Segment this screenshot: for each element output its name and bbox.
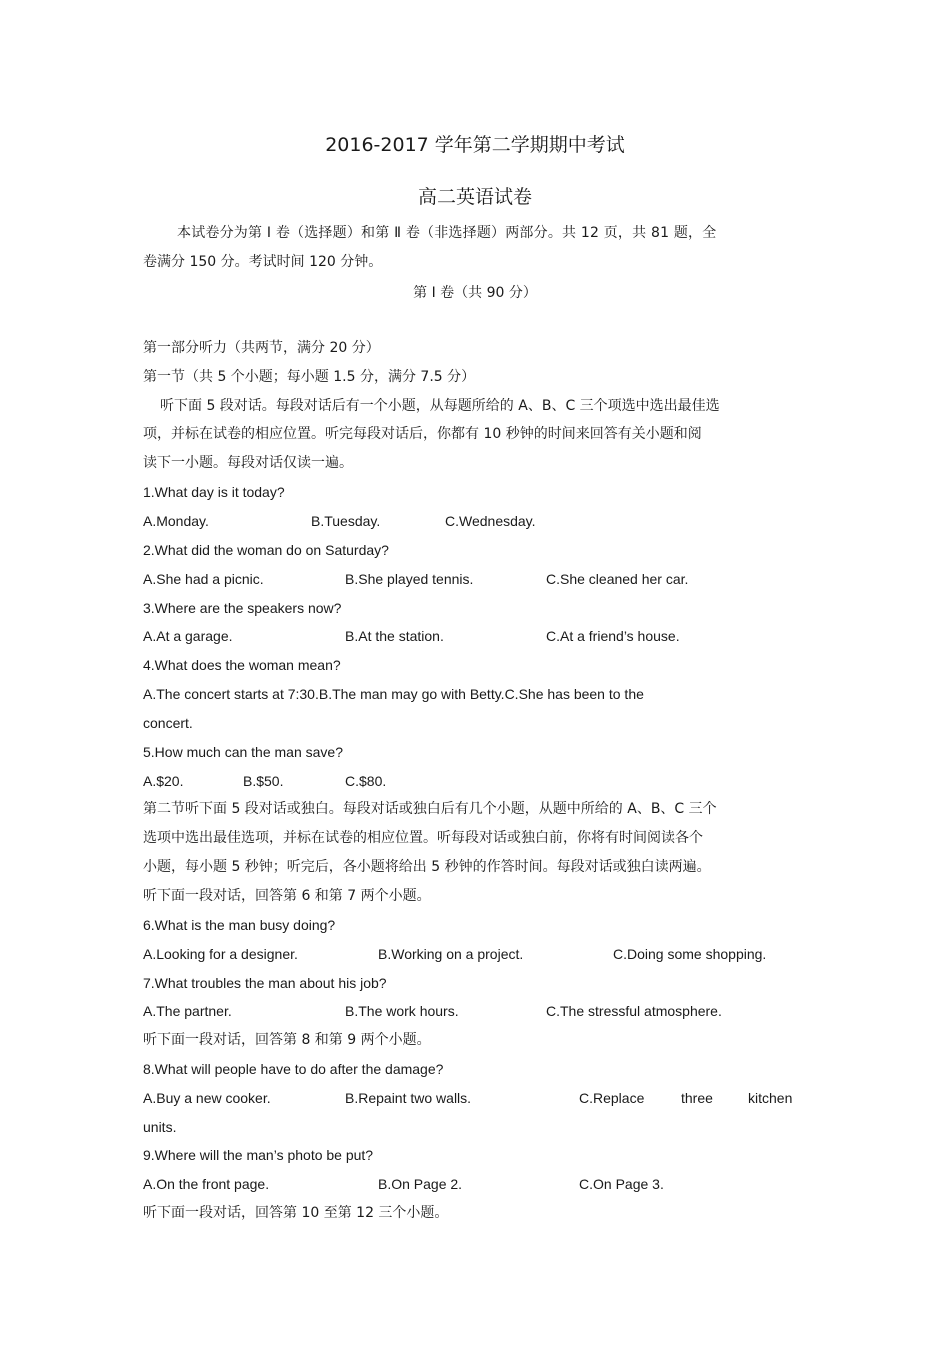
q2-option-b: B.She played tennis. [345,571,474,587]
q3-option-c: C.At a friend’s house. [546,628,680,644]
section1-instruction-3: 读下一小题。每段对话仅读一遍。 [143,455,353,471]
question-3: 3.Where are the speakers now? [143,600,342,616]
q3-option-b: B.At the station. [345,628,444,644]
q5-option-a: A.$20. [143,773,184,789]
question-9: 9.Where will the man’s photo be put? [143,1147,374,1163]
q7-option-a: A.The partner. [143,1003,232,1019]
dialog-10-12-instruction: 听下面一段对话，回答第 10 至第 12 三个小题。 [143,1205,449,1221]
q4-options-line-2: concert. [143,715,193,731]
section1-heading: 第一节（共 5 个小题；每小题 1.5 分，满分 7.5 分） [143,369,476,385]
question-5: 5.How much can the man save? [143,744,343,760]
section2-instruction-2: 选项中选出最佳选项，并标在试卷的相应位置。听每段对话或独白前，你将有时间阅读各个 [143,830,703,846]
section1-instruction-2: 项，并标在试卷的相应位置。听完每段对话后，你都有 10 秒钟的时间来回答有关小题和阅 [143,426,702,442]
volume-heading: 第 Ⅰ 卷（共 90 分） [413,285,537,301]
q3-option-a: A.At a garage. [143,628,233,644]
q8-option-c-word-2: three [681,1090,713,1106]
q6-option-c: C.Doing some shopping. [613,946,767,962]
section1-instruction-1: 听下面 5 段对话。每段对话后有一个小题，从每题所给的 A、B、C 三个项选中选出最佳选 [160,398,720,414]
q1-option-b: B.Tuesday. [311,513,381,529]
q2-option-c: C.She cleaned her car. [546,571,689,587]
intro-line-2: 卷满分 150 分。考试时间 120 分钟。 [143,254,383,270]
q1-option-c: C.Wednesday. [445,513,536,529]
section2-instruction-3: 小题，每小题 5 秒钟；听完后，各小题将给出 5 秒钟的作答时间。每段对话或独白读两遍。 [143,859,711,875]
question-2: 2.What did the woman do on Saturday? [143,542,389,558]
q5-option-c: C.$80. [345,773,387,789]
q1-option-a: A.Monday. [143,513,209,529]
q6-option-a: A.Looking for a designer. [143,946,298,962]
q6-option-b: B.Working on a project. [378,946,524,962]
part1-heading: 第一部分听力（共两节，满分 20 分） [143,340,380,356]
q7-option-b: B.The work hours. [345,1003,459,1019]
q8-option-b: B.Repaint two walls. [345,1090,472,1106]
q8-option-c-word-1: C.Replace [579,1090,645,1106]
exam-title: 2016-2017 学年第二学期期中考试 [325,134,625,156]
question-4: 4.What does the woman mean? [143,657,341,673]
q9-option-c: C.On Page 3. [579,1176,664,1192]
q9-option-a: A.On the front page. [143,1176,270,1192]
dialog-6-7-instruction: 听下面一段对话，回答第 6 和第 7 两个小题。 [143,888,431,904]
question-7: 7.What troubles the man about his job? [143,975,387,991]
q4-options-line-1: A.The concert starts at 7:30.B.The man may go with Betty.C.She has been to the [143,686,644,702]
intro-line-1: 本试卷分为第 Ⅰ 卷（选择题）和第 Ⅱ 卷（非选择题）两部分。共 12 页，共 81 题，全 [177,225,717,241]
q8-option-c-word-3: kitchen [748,1090,793,1106]
q8-option-a: A.Buy a new cooker. [143,1090,271,1106]
question-8: 8.What will people have to do after the damage? [143,1061,444,1077]
q5-option-b: B.$50. [243,773,284,789]
q7-option-c: C.The stressful atmosphere. [546,1003,722,1019]
question-6: 6.What is the man busy doing? [143,917,336,933]
q2-option-a: A.She had a picnic. [143,571,264,587]
q9-option-b: B.On Page 2. [378,1176,463,1192]
question-1: 1.What day is it today? [143,484,285,500]
section2-instruction-1: 第二节听下面 5 段对话或独白。每段对话或独白后有几个小题，从题中所给的 A、B、C 三个 [143,801,717,817]
q8-option-c-word-4: units. [143,1119,177,1135]
dialog-8-9-instruction: 听下面一段对话，回答第 8 和第 9 两个小题。 [143,1032,431,1048]
exam-subtitle: 高二英语试卷 [417,186,532,208]
